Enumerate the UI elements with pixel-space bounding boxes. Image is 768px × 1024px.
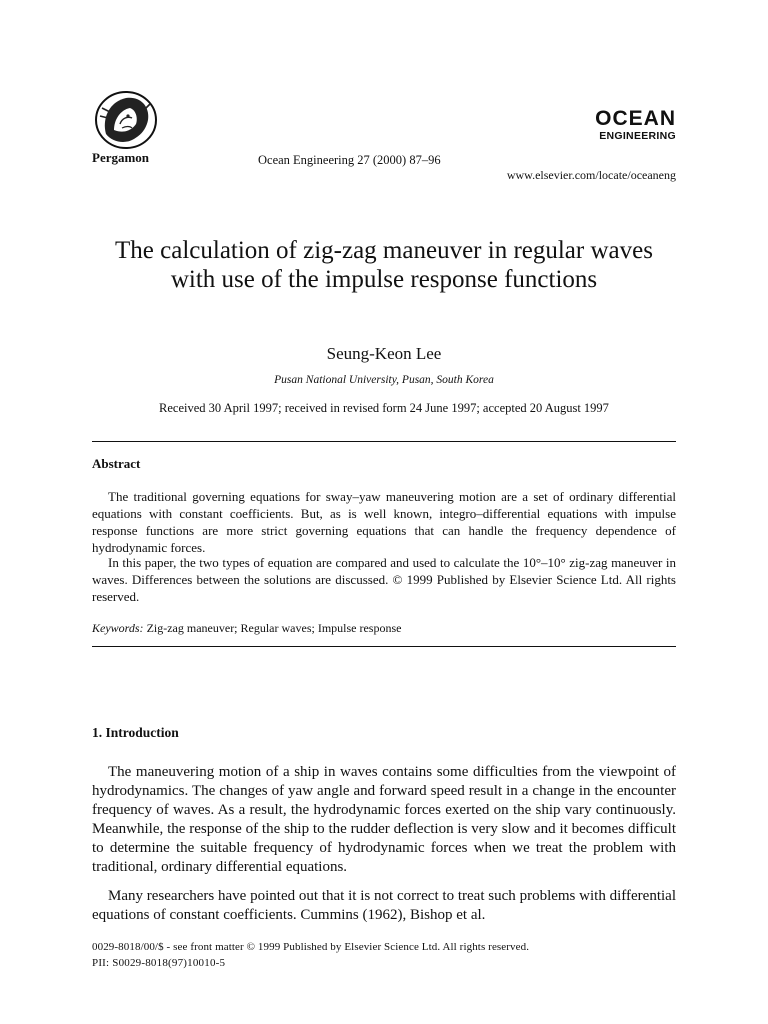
copyright-footer: 0029-8018/00/$ - see front matter © 1999 Published by Elsevier Science Ltd. All rights reserved. [92, 941, 530, 953]
publisher-name: Pergamon [92, 150, 150, 165]
journal-url: www.elsevier.com/locate/oceaneng [506, 168, 676, 182]
article-author: Seung-Keon Lee [326, 344, 442, 363]
abstract-paragraph-2: In this paper, the two types of equation are compared and used to calculate the 10°–10° zig-zag maneuver in waves. Differences between the solutions are discussed. © 1999 Published by Elsevier Science Ltd. All rights reserved. [92, 555, 676, 604]
journal-citation: Ocean Engineering 27 (2000) 87–96 [258, 153, 441, 167]
abstract-paragraph-1: The traditional governing equations for sway–yaw maneuvering motion are a set of ordinary differential equations with constant coefficients. But, as is well known, integro–differential equations with impulse response functions are more strict governing equations that can handle the frequency dependence of hydrodynamic forces. [92, 489, 676, 555]
keywords-label: Keywords: [92, 621, 144, 635]
pergamon-logo [92, 90, 166, 150]
keywords-line [92, 621, 401, 636]
introduction-paragraph-2: Many researchers have pointed out that it is not correct to treat such problems with differential equations of constant coefficients. Cummins (1962), Bishop et al. [92, 888, 676, 923]
journal-brand-ocean: OCEAN [595, 107, 676, 130]
author-affiliation: Pusan National University, Pusan, South Korea [274, 374, 494, 386]
article-dates: Received 30 April 1997; received in revised form 24 June 1997; accepted 20 August 1997 [159, 401, 609, 415]
section-heading-introduction: 1. Introduction [92, 725, 179, 740]
article-title: The calculation of zig-zag maneuver in regular waves with use of the impulse response functions [115, 237, 653, 293]
abstract-heading: Abstract [92, 456, 141, 471]
abstract-bottom-rule [92, 646, 676, 647]
abstract-top-rule [92, 441, 676, 442]
journal-brand-engineering: ENGINEERING [599, 130, 676, 142]
keywords-list: Zig-zag maneuver; Regular waves; Impulse response [146, 621, 402, 635]
pii-footer: PII: S0029-8018(97)10010-5 [92, 957, 226, 969]
introduction-paragraph-1: The maneuvering motion of a ship in waves contains some difficulties from the viewpoint of hydrodynamics. The changes of yaw angle and forward speed result in a change in the encounter frequency of waves. As a result, the hydrodynamic forces exerted on the ship vary continuously. Meanwhile, the response of the ship to the rudder deflection is very slow and it becomes difficult to determine the suitable frequency of hydrodynamic forces when we treat the problem with traditional, ordinary differential equations. [92, 764, 676, 875]
